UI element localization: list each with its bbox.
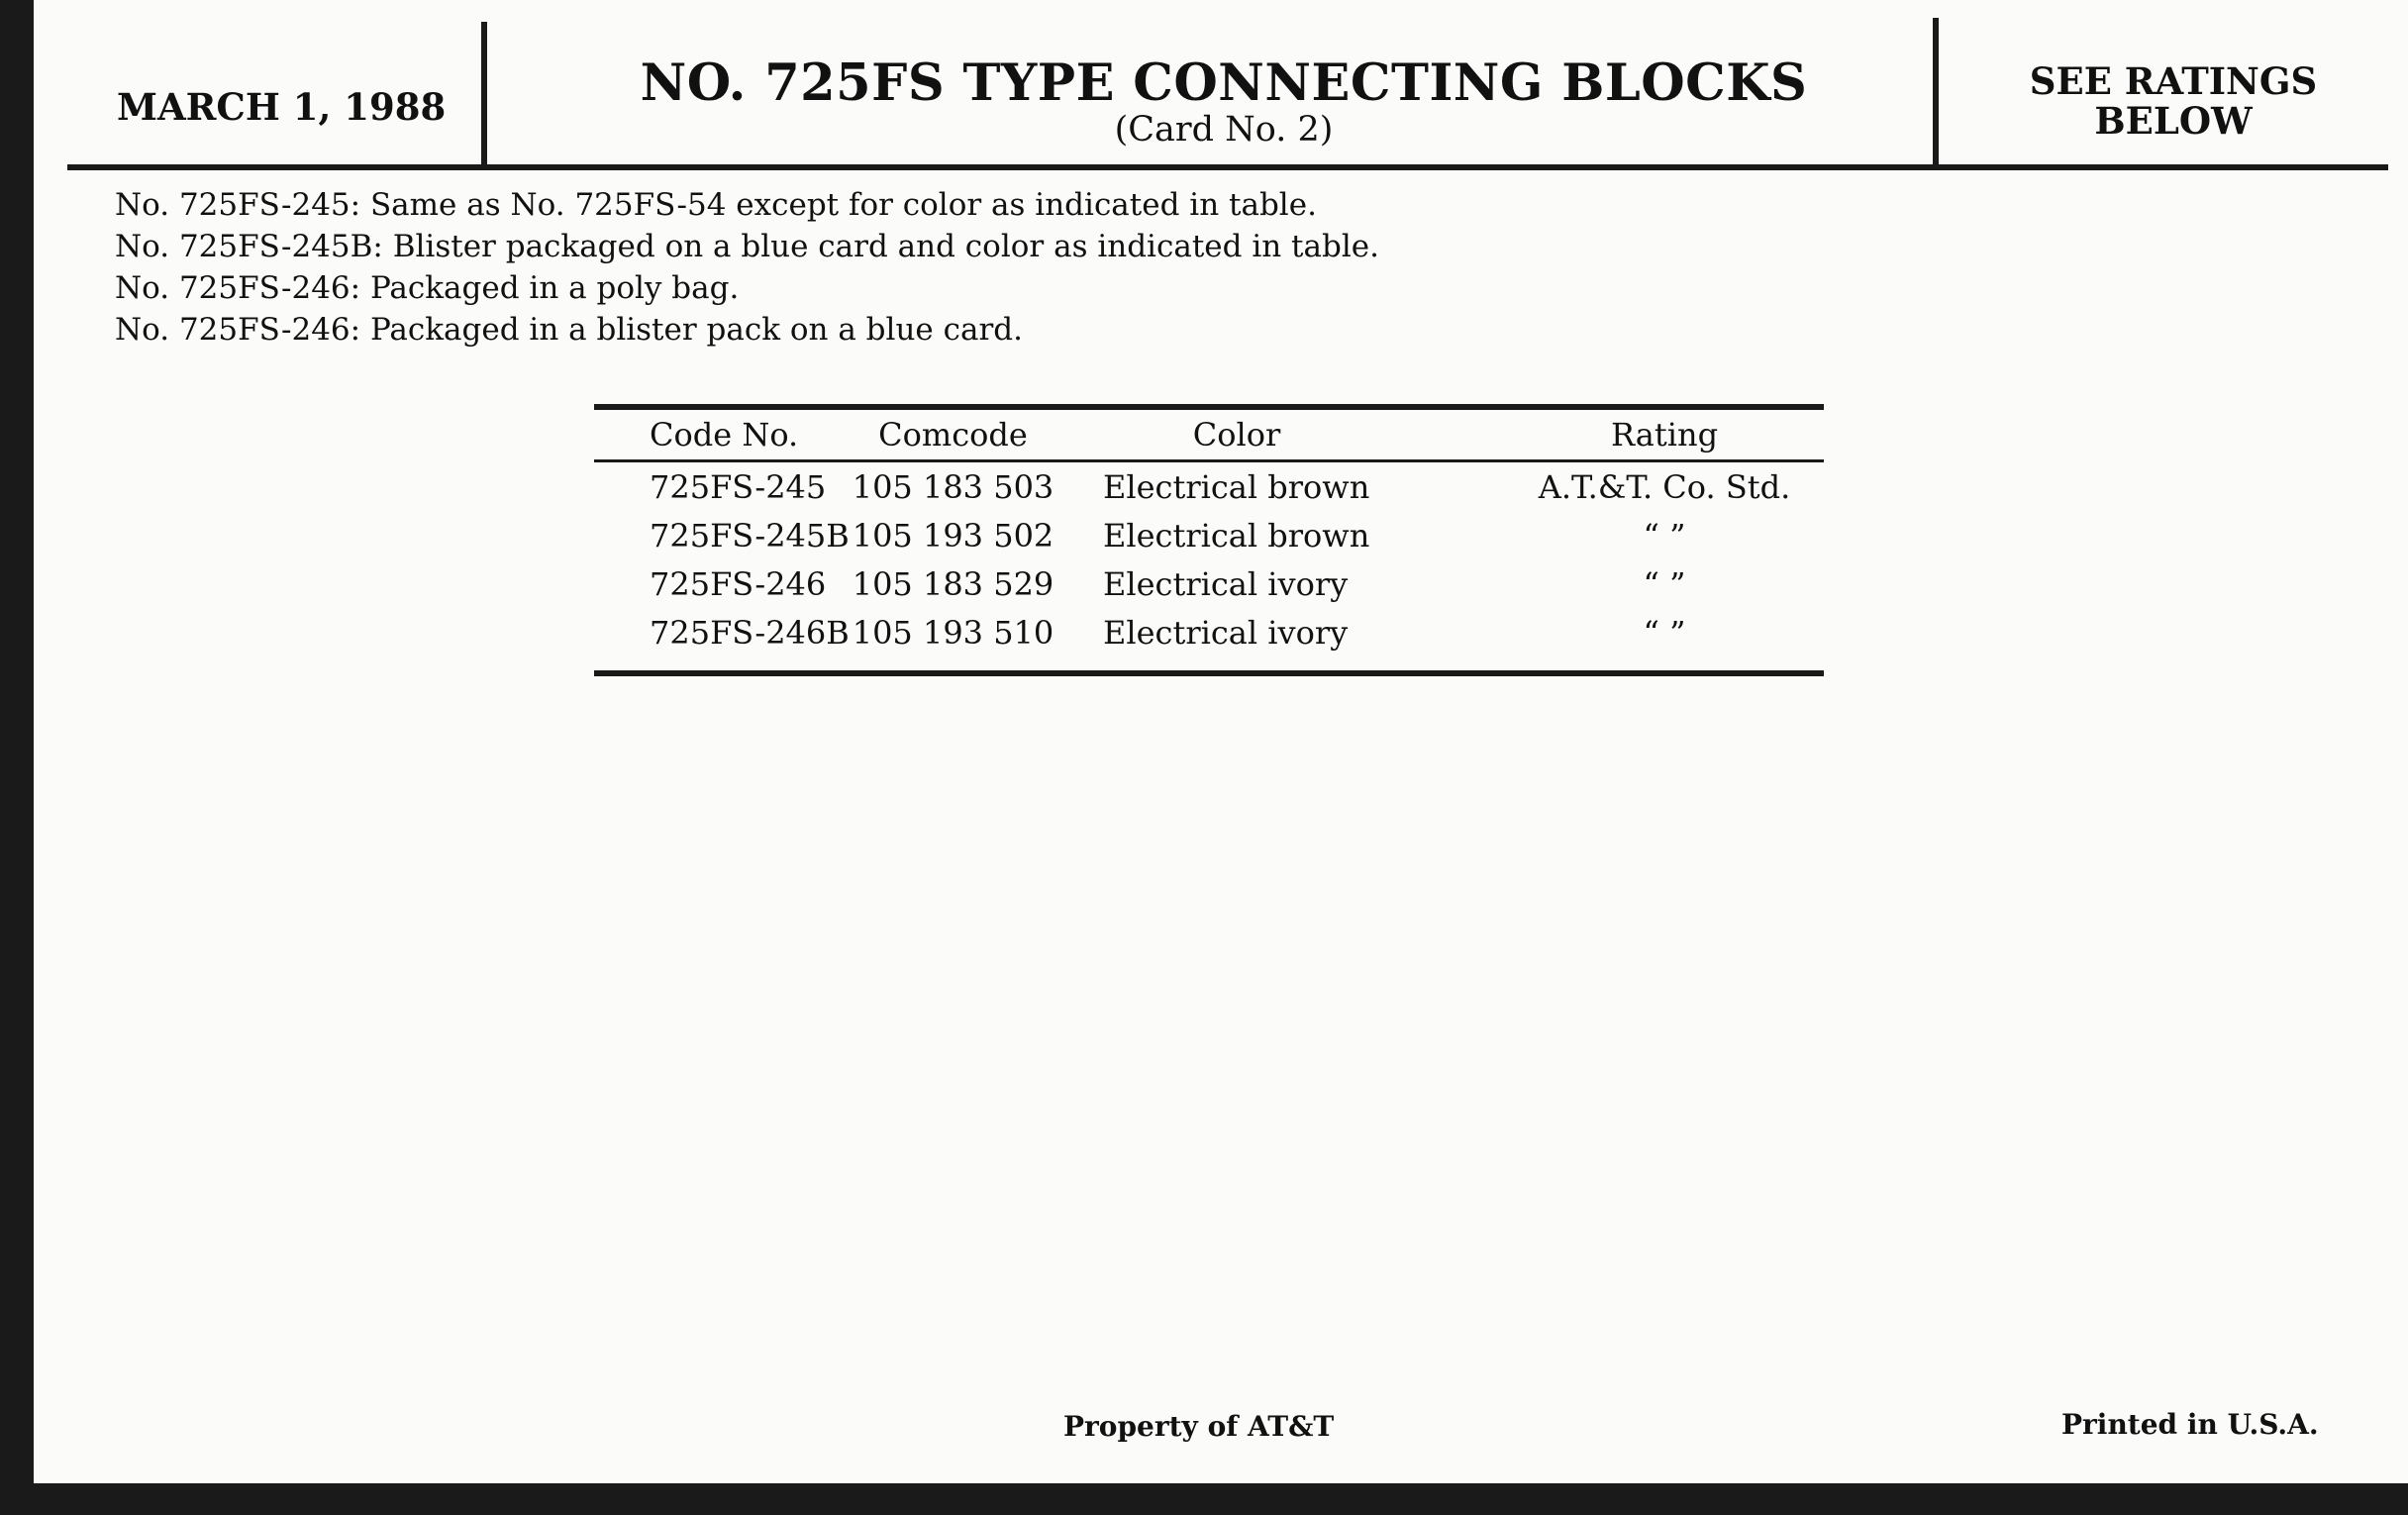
page-title: NO. 725FS TYPE CONNECTING BLOCKS — [640, 53, 1808, 113]
notes-list — [115, 184, 1379, 351]
table-bottom-rule — [594, 670, 1824, 676]
printed-notice: Printed in U.S.A. — [2061, 1408, 2319, 1441]
product-table — [594, 404, 1824, 676]
title-block — [491, 55, 1956, 149]
table-row — [594, 462, 1824, 511]
table-row — [594, 608, 1824, 656]
cell-code: 725FS-245 — [650, 468, 827, 506]
cell-code: 725FS-246B — [650, 614, 850, 652]
header-rule — [67, 164, 2388, 170]
note-item: No. 725FS-246: Packaged in a poly bag. — [115, 270, 740, 306]
cell-rating: “ ” — [1643, 614, 1686, 652]
cell-comcode: 105 183 503 — [852, 468, 1054, 506]
property-notice: Property of AT&T — [1063, 1410, 1335, 1443]
cell-code: 725FS-245B — [650, 517, 850, 555]
note-item: No. 725FS-245: Same as No. 725FS-54 except for color as indicated in table. — [115, 187, 1317, 223]
cell-color: Electrical brown — [1103, 517, 1370, 555]
issue-date: MARCH 1, 1988 — [117, 85, 447, 129]
header-code: Code No. — [650, 416, 799, 454]
header-rating: Rating — [1610, 416, 1719, 454]
cell-comcode: 105 193 510 — [852, 614, 1054, 652]
cell-color: Electrical ivory — [1103, 614, 1349, 652]
table-header-row — [594, 410, 1824, 459]
table-row — [594, 559, 1824, 608]
card-number: (Card No. 2) — [1114, 110, 1334, 150]
ratings-note — [1980, 61, 2366, 141]
ratings-line-2: BELOW — [2094, 99, 2253, 143]
cell-color: Electrical brown — [1103, 468, 1370, 506]
cell-rating: A.T.&T. Co. Std. — [1538, 468, 1791, 506]
cell-comcode: 105 183 529 — [852, 565, 1054, 603]
cell-color: Electrical ivory — [1103, 565, 1349, 603]
cell-comcode: 105 193 502 — [852, 517, 1054, 555]
document-card — [34, 0, 2408, 1483]
note-item: No. 725FS-245B: Blister packaged on a blue card and color as indicated in table. — [115, 229, 1379, 264]
header-color: Color — [1192, 416, 1281, 454]
note-item: No. 725FS-246: Packaged in a blister pack on a blue card. — [115, 312, 1023, 348]
cell-rating: “ ” — [1643, 565, 1686, 603]
header-divider-left — [481, 22, 487, 170]
cell-rating: “ ” — [1643, 517, 1686, 555]
table-row — [594, 511, 1824, 559]
header-comcode: Comcode — [878, 416, 1028, 454]
ratings-line-1: SEE RATINGS — [2029, 59, 2318, 103]
cell-code: 725FS-246 — [650, 565, 827, 603]
